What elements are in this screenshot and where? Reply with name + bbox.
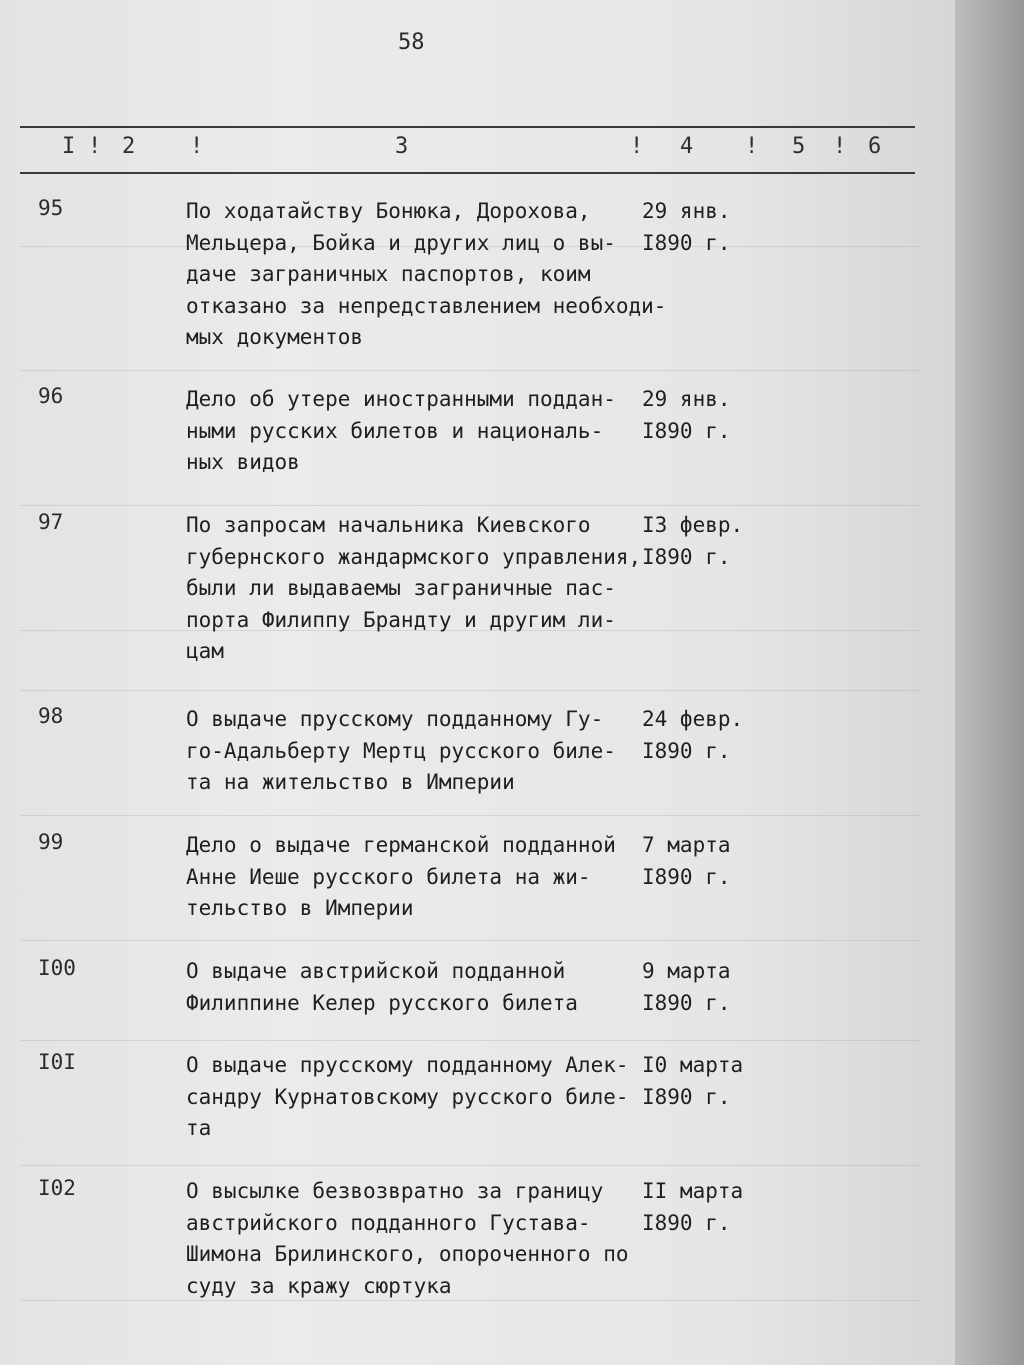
entry-number: 95 [38, 196, 64, 220]
entry-date [642, 1176, 743, 1239]
description-line: ных видов [186, 450, 300, 474]
description-line: го-Адальберту Мертц русского биле- [186, 738, 616, 763]
description-line: тельство в Империи [186, 896, 414, 920]
entry-description [186, 956, 646, 1019]
description-line: были ли выдаваемы заграничные пас- [186, 576, 616, 600]
entry-number: 96 [38, 384, 64, 408]
column-4-header: 4 [680, 134, 694, 159]
entry-description [186, 1176, 646, 1302]
description-line: По запросам начальника Киевского [186, 513, 591, 537]
entry-number: 99 [38, 830, 64, 854]
bleed-through-line [20, 815, 920, 816]
date-line: I890 г. [642, 990, 731, 1015]
description-line: австрийского подданного Густава- [186, 1210, 591, 1235]
description-line: сандру Курнатовскому русского биле- [186, 1084, 629, 1109]
column-separator: ! [745, 134, 759, 159]
entry-date [642, 510, 743, 573]
date-line: 9 марта [642, 959, 731, 983]
entry-date [642, 956, 731, 1019]
entry-number: 97 [38, 510, 64, 534]
description-line: отказано за непредставлением необходи- [186, 293, 667, 318]
header-rule-top [20, 126, 915, 128]
description-line: ными русских билетов и националь- [186, 418, 604, 443]
description-line: О выдаче прусскому подданному Алек- [186, 1053, 629, 1077]
description-line: Мельцера, Бойка и других лиц о вы- [186, 230, 616, 255]
description-line: Дело об утере иностранными поддан- [186, 387, 616, 411]
bleed-through-line [20, 940, 920, 941]
description-line: Филиппине Келер русского билета [186, 990, 578, 1015]
description-line: цам [186, 639, 224, 663]
column-separator: ! [190, 134, 204, 159]
bleed-through-line [20, 370, 920, 371]
description-line: О выдаче прусскому подданному Гу- [186, 707, 604, 731]
column-2-header: 2 [122, 134, 136, 159]
description-line: порта Филиппу Брандту и другим ли- [186, 607, 616, 632]
date-line: I890 г. [642, 230, 731, 255]
header-rule-bottom [20, 172, 915, 174]
bleed-through-line [20, 1040, 920, 1041]
description-line: та [186, 1116, 212, 1140]
entry-description [186, 510, 646, 668]
entry-number: I02 [38, 1176, 76, 1200]
description-line: мых документов [186, 325, 364, 349]
date-line: 29 янв. [642, 199, 731, 223]
description-line: губернского жандармского управления, [186, 544, 642, 569]
date-line: 29 янв. [642, 387, 731, 411]
date-line: I3 февр. [642, 513, 744, 537]
entry-number: I0I [38, 1050, 76, 1074]
column-6-header: 6 [868, 134, 882, 159]
description-line: О выдаче австрийской подданной [186, 959, 566, 983]
entry-description [186, 384, 646, 479]
description-line: Дело о выдаче германской подданной [186, 833, 616, 857]
column-1-header: I [62, 134, 76, 159]
entry-description [186, 196, 667, 354]
date-line: I890 г. [642, 738, 731, 763]
description-line: Анне Иеше русского билета на жи- [186, 864, 591, 889]
entry-date [642, 704, 743, 767]
entry-number: I00 [38, 956, 76, 980]
entry-date [642, 196, 731, 259]
date-line: I890 г. [642, 1084, 731, 1109]
date-line: I890 г. [642, 1210, 731, 1235]
entry-date [642, 830, 731, 893]
entry-description [186, 704, 646, 799]
entry-date [642, 1050, 743, 1113]
description-line: Шимона Брилинского, опороченного по [186, 1242, 629, 1266]
date-line: 24 февр. [642, 707, 744, 731]
entry-date [642, 384, 731, 447]
entry-description [186, 830, 646, 925]
bleed-through-line [20, 1165, 920, 1166]
entry-number: 98 [38, 704, 64, 728]
bleed-through-line [20, 690, 920, 691]
date-line: I890 г. [642, 418, 731, 443]
description-line: та на жительство в Империи [186, 770, 515, 794]
page-number: 58 [398, 30, 425, 55]
date-line: I890 г. [642, 544, 731, 569]
date-line: I890 г. [642, 864, 731, 889]
description-line: суду за кражу сюртука [186, 1273, 452, 1298]
entry-description [186, 1050, 646, 1145]
column-3-header: 3 [395, 134, 409, 159]
description-line: О высылке безвозвратно за границу [186, 1179, 604, 1203]
date-line: I0 марта [642, 1053, 744, 1077]
date-line: 7 марта [642, 833, 731, 857]
bleed-through-line [20, 505, 920, 506]
column-separator: ! [88, 134, 102, 159]
column-separator: ! [630, 134, 644, 159]
description-line: даче заграничных паспортов, коим [186, 262, 591, 286]
column-5-header: 5 [792, 134, 806, 159]
description-line: По ходатайству Бонюка, Дорохова, [186, 199, 591, 223]
column-separator: ! [833, 134, 847, 159]
page-edge-shadow [955, 0, 1024, 1365]
date-line: II марта [642, 1179, 744, 1203]
